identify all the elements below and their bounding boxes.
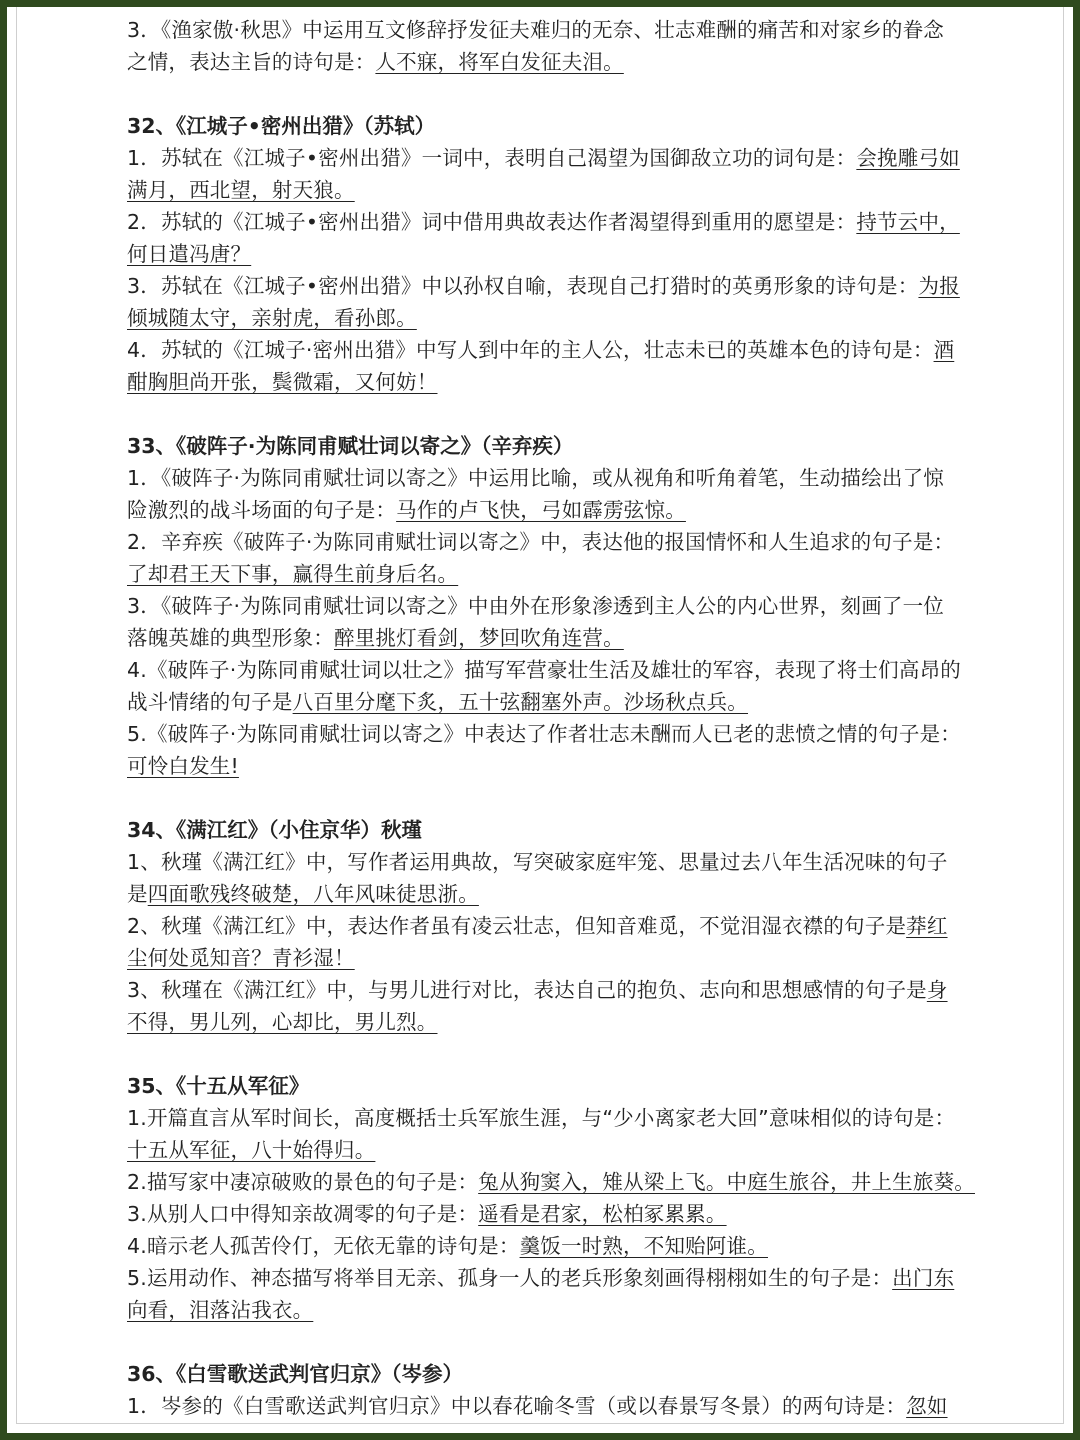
s33-q5-line2 <box>127 750 982 782</box>
text: 2．苏轼的《江城子•密州出猎》词中借用典故表达作者渴望得到重用的愿望是： <box>127 210 857 234</box>
s34-q2-line1 <box>127 910 982 942</box>
answer-text: 何日遣冯唐？ <box>127 242 252 266</box>
s33-q3-line1 <box>127 590 982 622</box>
spacer <box>127 398 982 430</box>
s33-q4-line1 <box>127 654 982 686</box>
s35-q5-line1 <box>127 1262 982 1294</box>
s35-q4-line <box>127 1230 982 1262</box>
text: 4．苏轼的《江城子·密州出猎》中写人到中年的主人公，壮志未已的英雄本色的诗句是： <box>127 338 934 362</box>
text: 是 <box>127 882 148 906</box>
text: 1．岑参的《白雪歌送武判官归京》中以春花喻冬雪（或以春景写冬景）的两句诗是： <box>127 1394 907 1418</box>
text: 3、秋瑾在《满江红》中，与男儿进行对比，表达自己的抱负、志向和思想感情的句子是 <box>127 978 927 1002</box>
text: 4.暗示老人孤苦伶仃，无依无靠的诗句是： <box>127 1234 520 1258</box>
answer-text: 满月，西北望，射天狼。 <box>127 178 355 202</box>
text: 5.运用动作、神态描写将举目无亲、孤身一人的老兵形象刻画得栩栩如生的句子是： <box>127 1266 893 1290</box>
text: 落魄英雄的典型形象： <box>127 626 334 650</box>
answer-text: 不得，男儿列，心却比，男儿烈。 <box>127 1010 438 1034</box>
text: 1、秋瑾《满江红》中，写作者运用典故，写突破家庭牢笼、思量过去八年生活况味的句子 <box>127 850 948 874</box>
text: 3．《破阵子·为陈同甫赋壮词以寄之》中由外在形象渗透到主人公的内心世界，刻画了一位 <box>127 594 945 618</box>
s35-q2-line <box>127 1166 982 1198</box>
text: 1.开篇直言从军时间长，高度概括士兵军旅生涯，与“少小离家老大回”意味相似的诗句是： <box>127 1106 956 1130</box>
text: 之情，表达主旨的诗句是： <box>127 50 376 74</box>
s34-q2-line2 <box>127 942 982 974</box>
s32-q4-line2 <box>127 366 982 398</box>
s35-q5-line2 <box>127 1294 982 1326</box>
section-heading-35: 35、《十五从军征》 <box>127 1074 310 1098</box>
answer-text: 了却君王天下事，赢得生前身后名。 <box>127 562 459 586</box>
answer-text: 马作的卢飞快，弓如霹雳弦惊。 <box>396 498 686 522</box>
text: 2.描写家中凄凉破败的景色的句子是： <box>127 1170 479 1194</box>
s32-q2-line2 <box>127 238 982 270</box>
answer-text: 羹饭一时熟，不知贻阿谁。 <box>519 1234 768 1258</box>
intro-q3-line1 <box>127 14 982 46</box>
s33-q4-line2 <box>127 686 982 718</box>
s32-q3-line1 <box>127 270 982 302</box>
answer-text: 四面歌残终破楚，八年风味徒思浙。 <box>147 882 479 906</box>
spacer <box>127 1038 982 1070</box>
document-body <box>127 14 982 1422</box>
s35-q1-line1 <box>127 1102 982 1134</box>
page-inner-border <box>16 7 1064 1424</box>
answer-text: 出门东 <box>892 1266 955 1290</box>
text: 2．辛弃疾《破阵子·为陈同甫赋壮词以寄之》中，表达他的报国情怀和人生追求的句子是： <box>127 530 955 554</box>
answer-text: 为报 <box>918 274 960 298</box>
section-heading-32: 32、《江城子•密州出猎》（苏轼） <box>127 114 436 138</box>
answer-text: 酒 <box>933 338 955 362</box>
answer-text: 身 <box>926 978 948 1002</box>
text: 3．《渔家傲·秋思》中运用互文修辞抒发征夫难归的无奈、壮志难酬的痛苦和对家乡的眷念 <box>127 18 945 42</box>
answer-text: 遥看是君家，松柏冢累累。 <box>478 1202 727 1226</box>
s33-q1-line1 <box>127 462 982 494</box>
answer-text: 酣胸胆尚开张，鬓微霜，又何妨！ <box>127 370 438 394</box>
s33-q1-line2 <box>127 494 982 526</box>
intro-q3-line2 <box>127 46 982 78</box>
text: 2、秋瑾《满江红》中，表达作者虽有凌云壮志，但知音难觅，不觉泪湿衣襟的句子是 <box>127 914 907 938</box>
text: 3．苏轼在《江城子•密州出猎》中以孙权自喻，表现自己打猎时的英勇形象的诗句是： <box>127 274 919 298</box>
s33-q3-line2 <box>127 622 982 654</box>
text: 1．《破阵子·为陈同甫赋壮词以寄之》中运用比喻，或从视角和听角着笔，生动描绘出了惊 <box>127 466 945 490</box>
answer-text: 十五从军征，八十始得归。 <box>127 1138 376 1162</box>
s35-q1-line2 <box>127 1134 982 1166</box>
answer-text: 尘何处觅知音？青衫湿！ <box>127 946 355 970</box>
s33-q2-line1 <box>127 526 982 558</box>
text: 5.《破阵子·为陈同甫赋壮词以寄之》中表达了作者壮志未酬而人已老的悲愤之情的句子是： <box>127 722 961 746</box>
text: 4.《破阵子·为陈同甫赋壮词以壮之》描写军营豪壮生活及雄壮的军容，表现了将士们高昂的 <box>127 658 961 682</box>
text: 3.从别人口中得知亲故凋零的句子是： <box>127 1202 479 1226</box>
s32-q1-line1 <box>127 142 982 174</box>
answer-text: 可怜白发生! <box>127 754 239 778</box>
section-heading-36: 36、《白雪歌送武判官归京》（岑参） <box>127 1362 464 1386</box>
s34-q1-line1 <box>127 846 982 878</box>
text: 1．苏轼在《江城子•密州出猎》一词中，表明自己渴望为国御敌立功的词句是： <box>127 146 857 170</box>
answer-text: 向看，泪落沾我衣。 <box>127 1298 314 1322</box>
answer-text: 醉里挑灯看剑，梦回吹角连营。 <box>334 626 624 650</box>
answer-text: 兔从狗窦入，雉从梁上飞。中庭生旅谷，井上生旅葵。 <box>478 1170 975 1194</box>
spacer <box>127 78 982 110</box>
answer-text: 莽红 <box>906 914 948 938</box>
s32-q4-line1 <box>127 334 982 366</box>
s34-q3-line2 <box>127 1006 982 1038</box>
s32-q3-line2 <box>127 302 982 334</box>
answer-text: 倾城随太守，亲射虎，看孙郎。 <box>127 306 417 330</box>
answer-text: 持节云中， <box>856 210 960 234</box>
answer-text: 八百里分麾下炙，五十弦翻塞外声。沙场秋点兵。 <box>292 690 749 714</box>
s34-q3-line1 <box>127 974 982 1006</box>
answer-text: 忽如 <box>906 1394 948 1418</box>
spacer <box>127 782 982 814</box>
answer-text: 会挽雕弓如 <box>856 146 960 170</box>
section-heading-33: 33、《破阵子·为陈同甫赋壮词以寄之》（辛弃疾） <box>127 434 574 458</box>
text: 险激烈的战斗场面的句子是： <box>127 498 397 522</box>
s33-q2-line2 <box>127 558 982 590</box>
s32-q2-line1 <box>127 206 982 238</box>
s33-q5-line1 <box>127 718 982 750</box>
s35-q3-line <box>127 1198 982 1230</box>
s32-q1-line2 <box>127 174 982 206</box>
s36-q1-line1 <box>127 1390 982 1422</box>
section-heading-34: 34、《满江红》（小住京华）秋瑾 <box>127 818 423 842</box>
s34-q1-line2 <box>127 878 982 910</box>
text: 战斗情绪的句子是 <box>127 690 293 714</box>
spacer <box>127 1326 982 1358</box>
answer-text: 人不寐，将军白发征夫泪。 <box>375 50 624 74</box>
